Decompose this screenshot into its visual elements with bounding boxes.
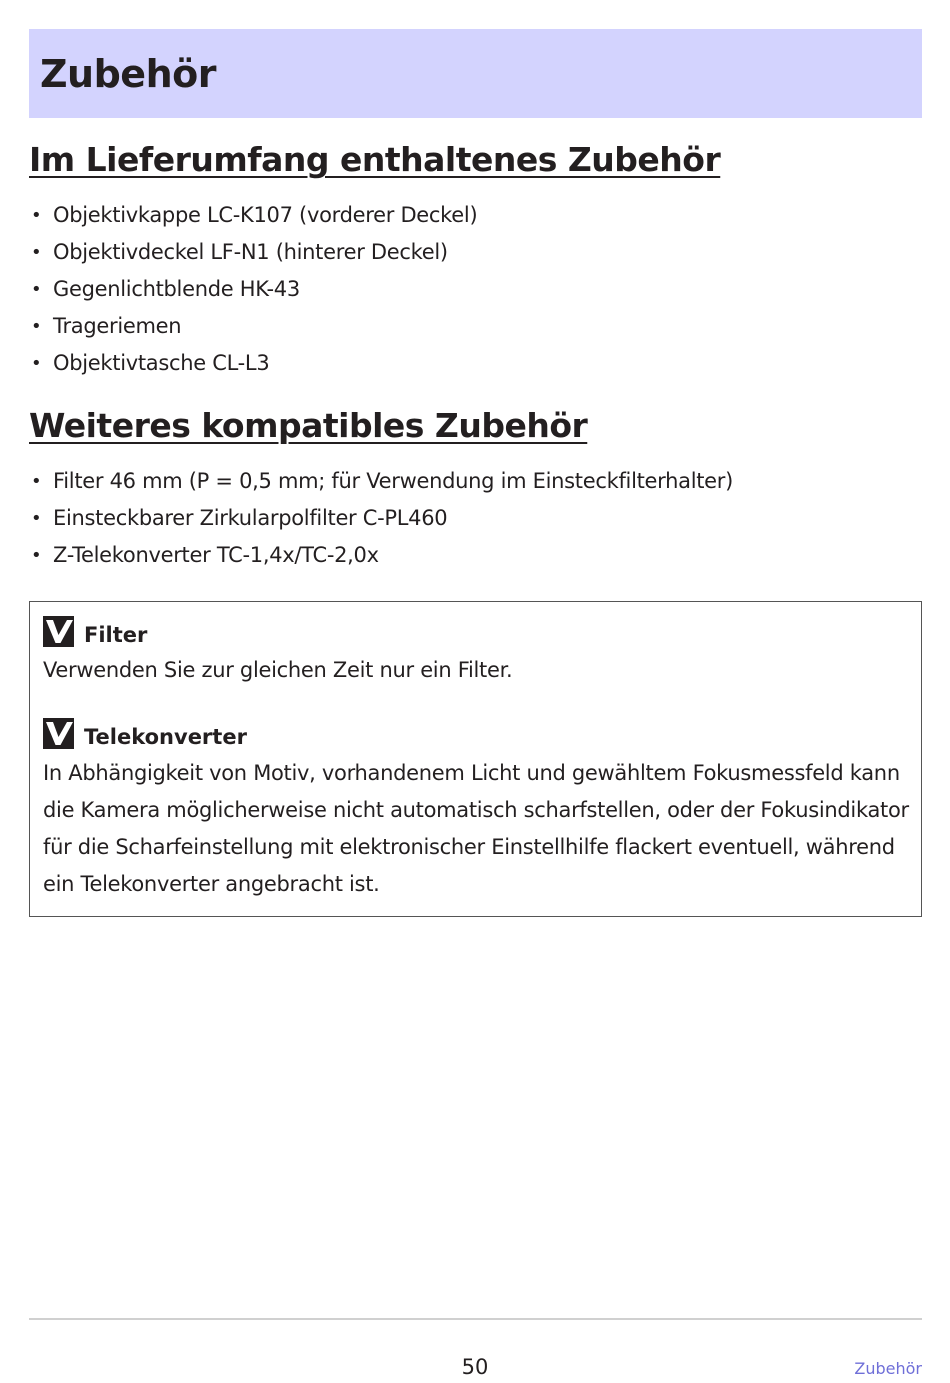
checkmark-icon — [43, 616, 74, 647]
note-filter-header — [43, 616, 147, 647]
section-heading-compatible: Weiteres kompatibles Zubehör — [29, 406, 588, 445]
section-heading-included: Im Lieferumfang enthaltenes Zubehör — [29, 140, 721, 179]
list-item: • Objektivtasche CL-L3 — [29, 345, 477, 382]
compatible-accessories-list — [29, 463, 733, 574]
list-item: • Einsteckbarer Zirkularpolfilter C-PL460 — [29, 500, 733, 537]
page-title-bar — [29, 29, 922, 118]
list-item: • Z-Telekonverter TC-1,4x/TC-2,0x — [29, 537, 733, 574]
note-teleconverter-title: Telekonverter — [84, 724, 247, 749]
footer-chapter-link[interactable]: Zubehör — [854, 1359, 922, 1378]
notes-box — [29, 601, 922, 917]
list-item: • Objektivkappe LC-K107 (vorderer Deckel) — [29, 197, 477, 234]
checkmark-icon — [43, 718, 74, 749]
note-teleconverter-text: In Abhängigkeit von Motiv, vorhandenem Licht und gewähltem Fokusmessfeld kann die Kamera möglicherweise nicht automatisch scharfstellen, oder der Fokusindikator für die Scharfeinstellung mit elektronischer Einstellhilfe flackert eventuell, während ein Telekonverter angebracht ist. — [43, 761, 909, 896]
included-accessories-list — [29, 197, 477, 382]
list-item: • Filter 46 mm (P = 0,5 mm; für Verwendung im Einsteckfilterhalter) — [29, 463, 733, 500]
note-filter-title: Filter — [84, 622, 148, 647]
note-filter-text: Verwenden Sie zur gleichen Zeit nur ein Filter. — [43, 658, 513, 682]
page-title: Zubehör — [40, 51, 216, 96]
footer-divider — [29, 1318, 922, 1320]
list-item: • Trageriemen — [29, 308, 477, 345]
note-teleconverter-header — [43, 718, 247, 749]
list-item: • Objektivdeckel LF-N1 (hinterer Deckel) — [29, 234, 477, 271]
page-number: 50 — [461, 1355, 489, 1379]
list-item: • Gegenlichtblende HK-43 — [29, 271, 477, 308]
